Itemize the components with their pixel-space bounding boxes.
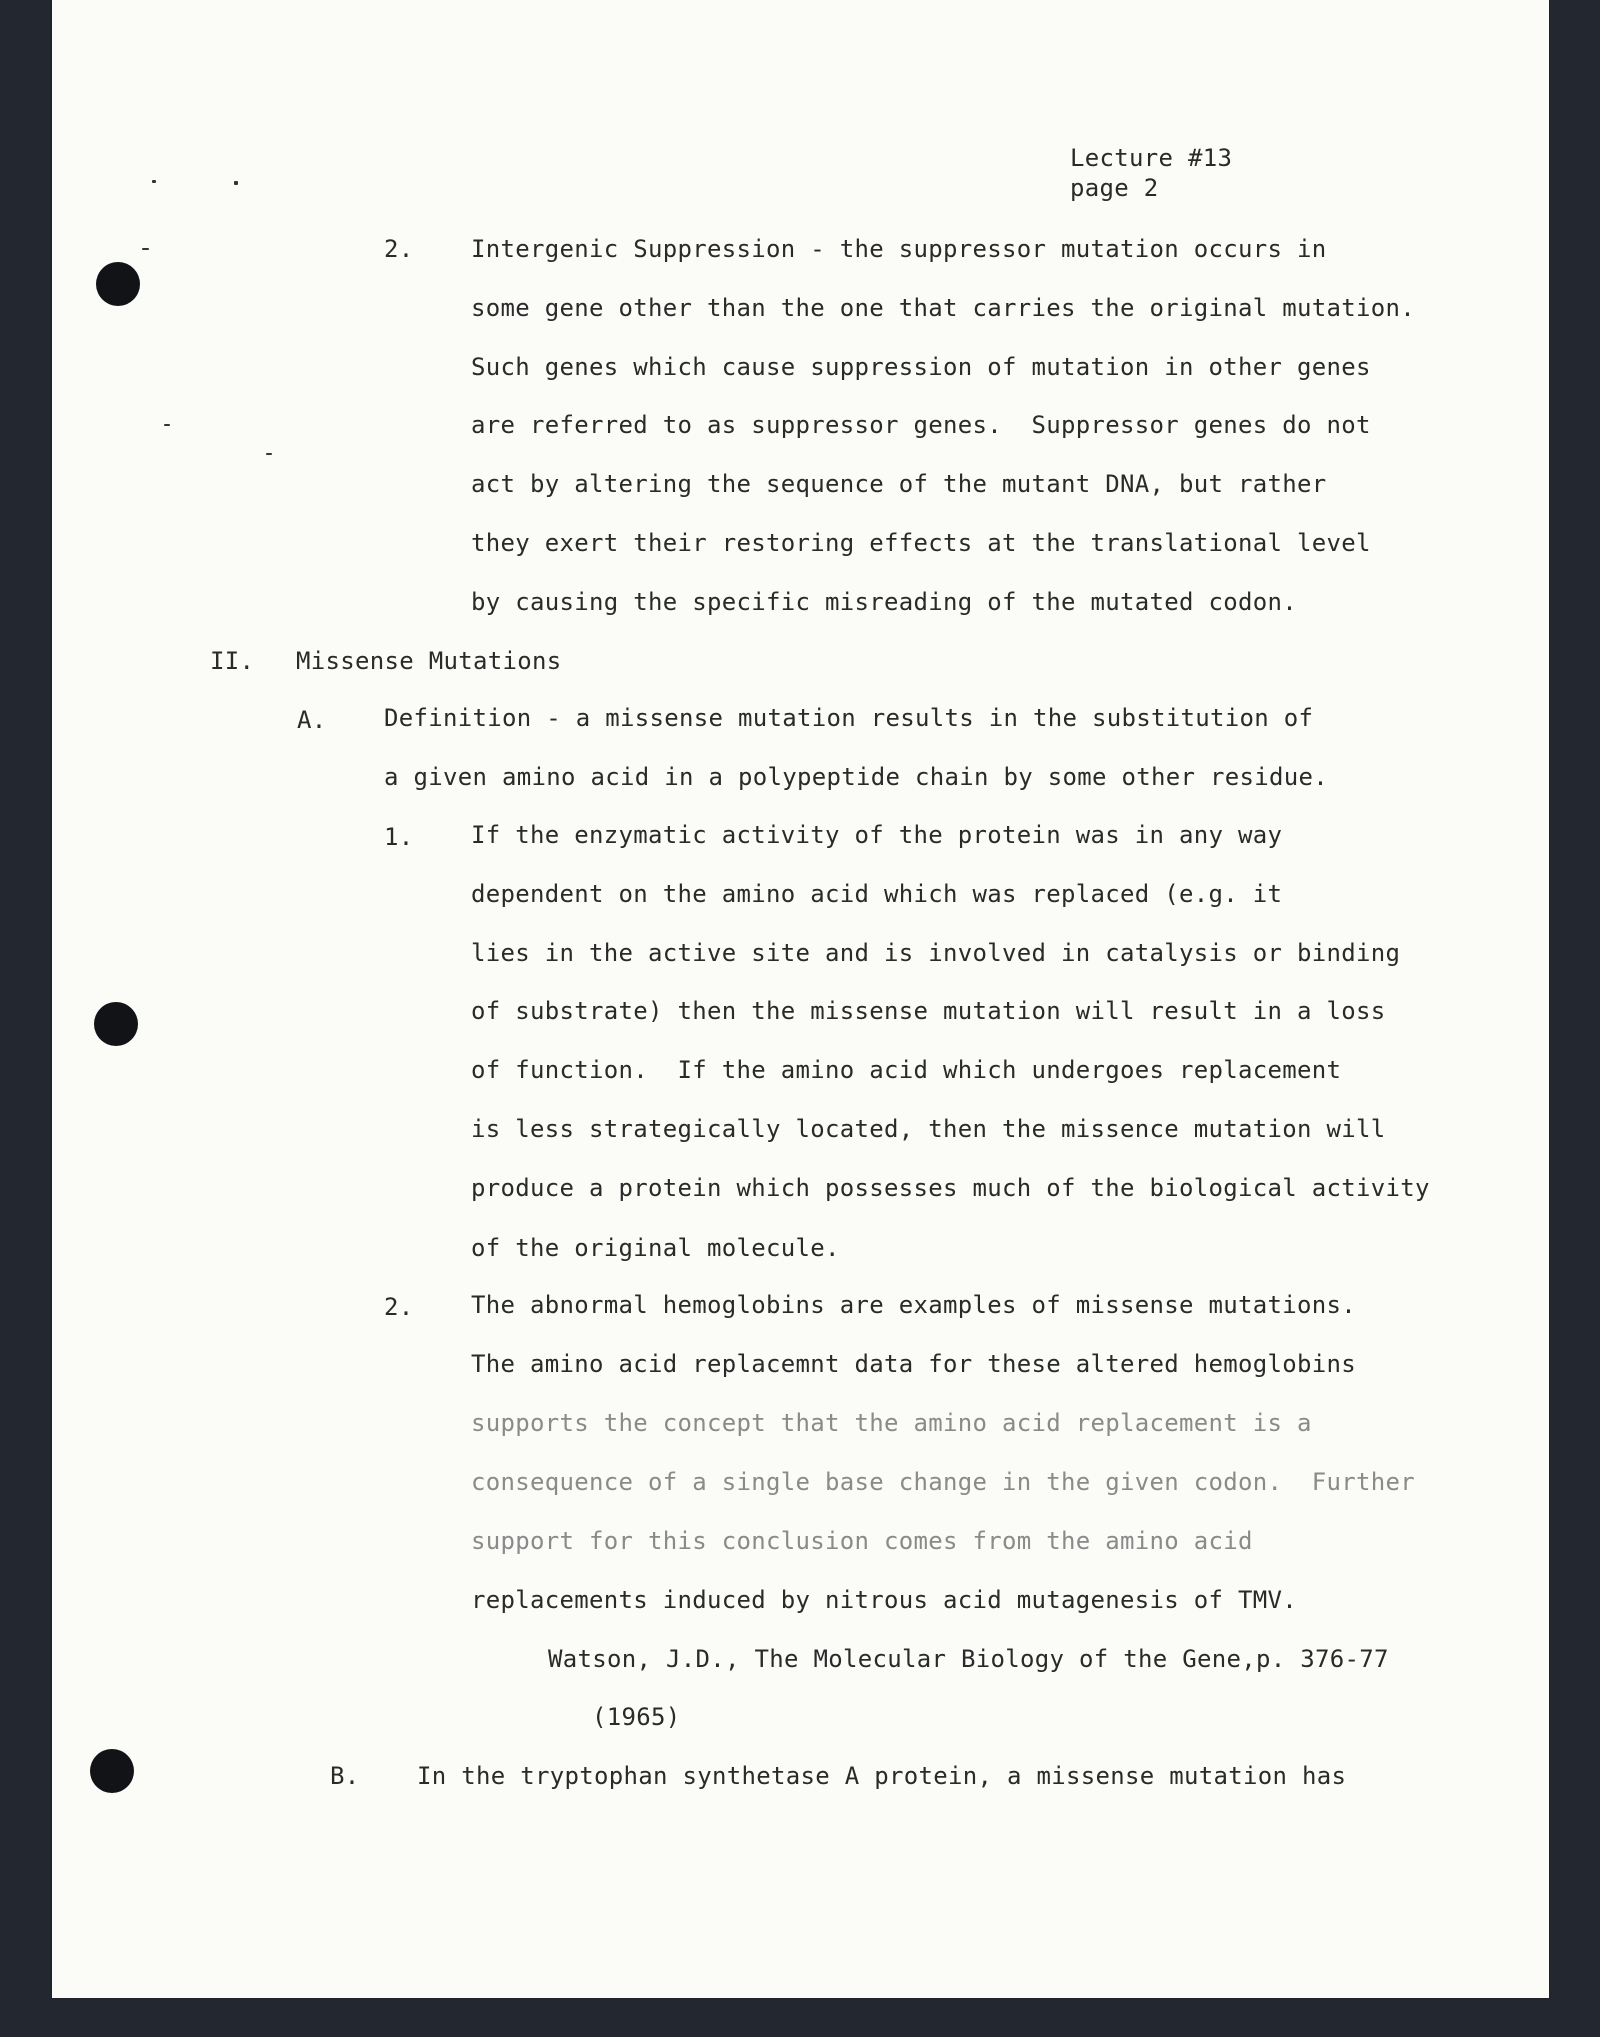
citation-year: (1965) [592,1703,681,1731]
binder-hole-bottom [90,1749,134,1793]
speck-mark [142,248,149,250]
speck-mark [234,181,238,185]
paragraph-line: In the tryptophan synthetase A protein, a missense mutation has [417,1762,1347,1790]
lecture-number: Lecture #13 [1070,144,1233,172]
binder-hole-middle [94,1002,138,1046]
paragraph-line: support for this conclusion comes from the amino acid [471,1527,1253,1555]
paragraph-line: replacements induced by nitrous acid mutagenesis of TMV. [471,1586,1297,1614]
paragraph-line: of the original molecule. [471,1234,840,1262]
paragraph-line: consequence of a single base change in the given codon. Further [471,1468,1415,1496]
subsection-letter: B. [330,1762,360,1790]
paragraph-line: of function. If the amino acid which undergoes replacement [471,1056,1342,1084]
section-number: II. [210,647,255,675]
paragraph-line: act by altering the sequence of the mutant DNA, but rather [471,470,1327,498]
paragraph-line: The amino acid replacemnt data for these altered hemoglobins [471,1350,1356,1378]
item-number: 2. [384,1293,414,1321]
speck-mark [164,424,170,426]
paragraph-line: by causing the specific misreading of the mutated codon. [471,588,1297,616]
paragraph-line: Definition - a missense mutation results in the substitution of [384,704,1314,732]
citation-line: Watson, J.D., The Molecular Biology of the Gene,p. 376-77 [548,1645,1389,1673]
item-number: 1. [384,823,414,851]
paragraph-line: they exert their restoring effects at the translational level [471,529,1371,557]
paragraph-line: produce a protein which possesses much of the biological activity [471,1174,1430,1202]
page-number: page 2 [1070,174,1159,202]
speck-mark [266,453,272,455]
section-title: Missense Mutations [296,647,562,675]
paragraph-line: supports the concept that the amino acid replacement is a [471,1409,1312,1437]
paragraph-line: lies in the active site and is involved in catalysis or binding [471,939,1401,967]
paragraph-line: of substrate) then the missense mutation will result in a loss [471,997,1386,1025]
paragraph-line: Such genes which cause suppression of mutation in other genes [471,353,1371,381]
paragraph-line: are referred to as suppressor genes. Suppressor genes do not [471,411,1371,439]
paragraph-line: a given amino acid in a polypeptide chain by some other residue. [384,763,1328,791]
subsection-letter: A. [297,706,327,734]
speck-mark [152,180,156,183]
paragraph-line: some gene other than the one that carries the original mutation. [471,294,1415,322]
paragraph-line: If the enzymatic activity of the protein was in any way [471,821,1283,849]
paragraph-line: Intergenic Suppression - the suppressor mutation occurs in [471,235,1327,263]
item-number: 2. [384,235,414,263]
paragraph-line: is less strategically located, then the missence mutation will [471,1115,1386,1143]
typed-page [52,0,1549,1998]
binder-hole-top [96,262,140,306]
paragraph-line: The abnormal hemoglobins are examples of missense mutations. [471,1291,1356,1319]
paragraph-line: dependent on the amino acid which was replaced (e.g. it [471,880,1283,908]
